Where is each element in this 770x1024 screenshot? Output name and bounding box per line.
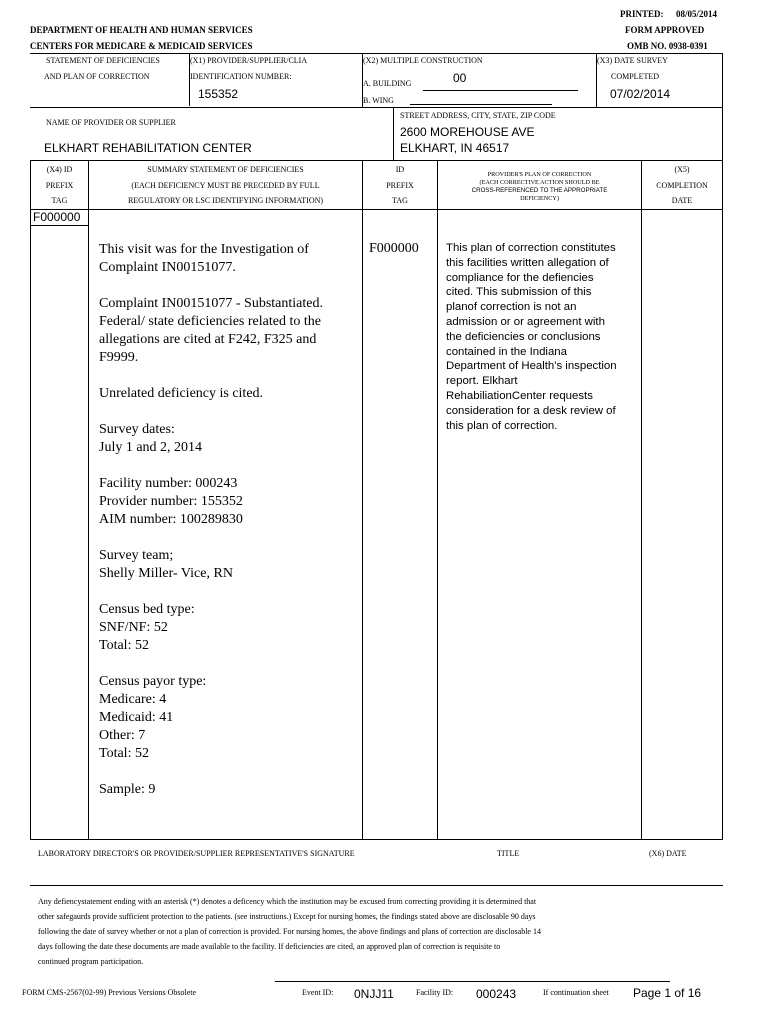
poc-line: this facilities written allegation of (446, 256, 609, 269)
summary-line: Medicare: 4 (99, 692, 167, 707)
summary-line: F9999. (99, 350, 139, 365)
top-table-border-top (30, 53, 723, 54)
omb-number: OMB NO. 0938-0391 (627, 41, 708, 51)
disclaimer-line: following the date of survey whether or not a plan of correction is provided. For nursing homes, the above findings and plans of correction are disclosable 14 (38, 927, 541, 936)
summary-paragraph (99, 475, 361, 529)
summary-line: allegations are cited at F242, F325 and (99, 332, 317, 347)
body-border-bottom (30, 839, 723, 840)
divider-address (393, 107, 394, 160)
plan-of-correction (446, 241, 638, 433)
summary-line: July 1 and 2, 2014 (99, 440, 203, 455)
director-signature-label: LABORATORY DIRECTOR'S OR PROVIDER/SUPPLIER REPRESENTATIVE'S SIGNATURE (38, 849, 355, 858)
disclaimer-line: Any defiencystatement ending with an asterisk (*) denotes a deficency which the institution may be excused from correcting providing it is determined that (38, 897, 537, 906)
column-header-bottom (30, 209, 723, 210)
poc-line: This plan of correction constitutes (446, 242, 616, 254)
building-value: 00 (453, 71, 467, 85)
facility-id-label: Facility ID: (416, 988, 454, 997)
provider-name-value: ELKHART REHABILITATION CENTER (44, 141, 252, 155)
poc-line: this plan of correction. (446, 419, 558, 432)
form-approved: FORM APPROVED (625, 25, 705, 35)
x1-label-2: IDENTIFICATION NUMBER: (190, 72, 292, 81)
summary-line: SNF/NF: 52 (99, 620, 168, 635)
summary-paragraph (99, 241, 361, 277)
summary-line: Unrelated deficiency is cited. (99, 386, 264, 401)
divider-summary (362, 160, 363, 840)
divider-poc (641, 160, 642, 840)
poc-header-3: CROSS-REFERENCED TO THE APPROPRIATE (471, 187, 608, 194)
summary-line: Federal/ state deficiencies related to the (99, 314, 321, 329)
summary-line: Sample: 9 (99, 782, 156, 797)
poc-header-1: PROVIDER'S PLAN OF CORRECTION (487, 171, 592, 178)
summary-line: Complaint IN00151077. (99, 260, 236, 275)
summary-header-1: SUMMARY STATEMENT OF DEFICIENCIES (147, 165, 304, 174)
disclaimer-line: continued program participation. (38, 957, 144, 966)
summary-paragraph (99, 601, 361, 655)
poc-header-4: DEFICIENCY) (520, 195, 559, 202)
x5-header-1: (X5) (674, 165, 690, 174)
event-id-value: 0NJJ11 (354, 987, 394, 1001)
top-table-border-bottom (30, 160, 723, 161)
x5-header-2: COMPLETION (656, 181, 708, 190)
top-table-row-divider (30, 107, 723, 108)
body-border-left (30, 160, 31, 840)
address-line-2: ELKHART, IN 46517 (400, 141, 510, 155)
id-header-3: TAG (392, 196, 408, 205)
body-border-right (722, 160, 723, 840)
address-line-1: 2600 MOREHOUSE AVE (400, 125, 535, 139)
building-underline (423, 90, 578, 91)
x3-label-2: COMPLETED (611, 72, 659, 81)
printed-label: PRINTED: (620, 9, 664, 19)
printed-date: 08/05/2014 (676, 9, 718, 19)
title-label: TITLE (497, 849, 520, 858)
summary-line: Other: 7 (99, 728, 146, 743)
poc-line: planof correction is not an (446, 301, 577, 314)
x5-header-3: DATE (671, 196, 693, 205)
summary-paragraph (99, 295, 361, 367)
summary-paragraph (99, 547, 361, 583)
x1-label: (X1) PROVIDER/SUPPLIER/CLIA (190, 56, 308, 65)
summary-line: Shelly Miller- Vice, RN (99, 566, 233, 581)
disclaimer-line: other safegaurds provide sufficient protection to the patients. (see instructions.) Except for nursing homes, the findings stated above are disclosable 90 days (38, 912, 536, 921)
summary-line: AIM number: 100289830 (99, 512, 243, 527)
poc-line: contained in the Indiana (446, 345, 567, 358)
summary-line: Facility number: 000243 (99, 476, 238, 491)
summary-paragraph (99, 385, 361, 403)
poc-line: report. Elkhart (446, 375, 518, 388)
event-id-label: Event ID: (302, 988, 334, 997)
summary-header-2: (EACH DEFICIENCY MUST BE PRECEDED BY FULL (131, 181, 320, 190)
wing-underline (410, 104, 552, 105)
statement-label-2: AND PLAN OF CORRECTION (44, 72, 150, 81)
summary-statement (99, 241, 361, 817)
divider-x4 (88, 160, 89, 840)
poc-header-2: (EACH CORRECTIVE ACTION SHOULD BE (479, 179, 600, 186)
poc-line: cited. This submission of this (446, 286, 592, 299)
right-tag-f000000: F000000 (369, 241, 419, 256)
poc-line: Department of Health's inspection (446, 360, 617, 373)
summary-line: Provider number: 155352 (99, 494, 243, 509)
summary-header-3: REGULATORY OR LSC IDENTIFYING INFORMATION) (127, 196, 324, 205)
wing-label: B. WING (363, 96, 394, 105)
summary-paragraph (99, 781, 361, 799)
survey-date-value: 07/02/2014 (610, 87, 671, 101)
poc-line: consideration for a desk review of (446, 404, 616, 417)
x4-header-1: (X4) ID (46, 165, 73, 174)
summary-line: Medicaid: 41 (99, 710, 174, 725)
poc-line: RehabiliationCenter requests (446, 389, 593, 402)
summary-line: Census bed type: (99, 602, 195, 617)
address-label: STREET ADDRESS, CITY, STATE, ZIP CODE (400, 111, 556, 120)
summary-line: Complaint IN00151077 - Substantiated. (99, 296, 323, 311)
id-header-1: ID (395, 165, 405, 174)
form-name: FORM CMS-2567(02-99) Previous Versions Obsolete (22, 988, 197, 997)
poc-line: compliance for the defiencies (446, 271, 594, 284)
centers-name: CENTERS FOR MEDICARE & MEDICAID SERVICES (30, 41, 253, 51)
left-tag-f000000: F000000 (33, 210, 81, 224)
page-number: Page 1 of 16 (633, 986, 702, 1000)
disclaimer-line: days following the date these documents are made available to the facility. If deficiencies are cited, an approved plan of correction is requisite to (38, 942, 501, 951)
x3-label: (X3) DATE SURVEY (597, 56, 668, 65)
summary-line: Survey dates: (99, 422, 175, 437)
disclaimer-block (38, 894, 541, 969)
left-tag-underline (30, 225, 89, 226)
poc-line: the deficiencies or conclusions (446, 330, 601, 343)
summary-line: Total: 52 (99, 746, 149, 761)
signature-underline (30, 885, 723, 886)
disclaimer-underline (275, 981, 670, 982)
provider-name-label: NAME OF PROVIDER OR SUPPLIER (46, 118, 176, 127)
x4-header-3: TAG (51, 196, 68, 205)
divider-id (437, 160, 438, 840)
statement-label-1: STATEMENT OF DEFICIENCIES (46, 56, 160, 65)
id-header-2: PREFIX (386, 181, 414, 190)
date-label: (X6) DATE (649, 849, 687, 858)
facility-id-value: 000243 (476, 987, 517, 1001)
summary-paragraph (99, 673, 361, 763)
provider-id-value: 155352 (198, 87, 239, 101)
summary-line: Census payor type: (99, 674, 207, 689)
poc-line: admission or or agreement with (446, 315, 605, 328)
summary-line: Survey team; (99, 548, 174, 563)
x2-label: (X2) MULTIPLE CONSTRUCTION (363, 56, 483, 65)
summary-line: Total: 52 (99, 638, 149, 653)
continuation-label: If continuation sheet (543, 988, 609, 997)
summary-line: This visit was for the Investigation of (99, 242, 309, 257)
x4-header-2: PREFIX (45, 181, 74, 190)
summary-paragraph (99, 421, 361, 457)
building-label: A. BUILDING (363, 79, 412, 88)
department-name: DEPARTMENT OF HEALTH AND HUMAN SERVICES (30, 25, 253, 35)
